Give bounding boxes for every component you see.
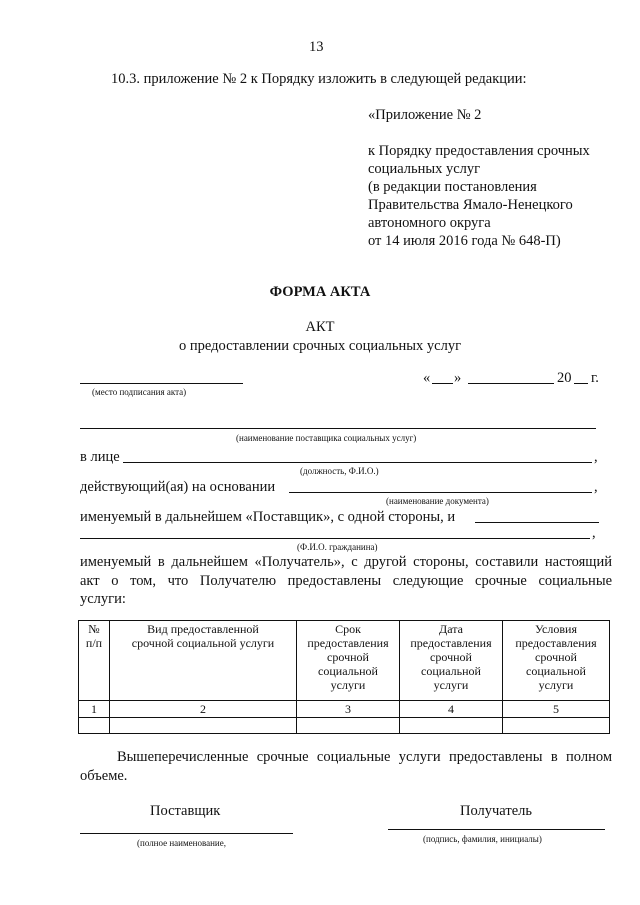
- date-quote-close: »: [454, 370, 462, 386]
- year-prefix: 20: [557, 370, 572, 386]
- appendix-title: «Приложение № 2: [368, 107, 482, 123]
- recipient-text-line: услуги:: [80, 591, 126, 607]
- place-line[interactable]: [80, 383, 243, 384]
- recipient-text-line: акт о том, что Получателю предоставлены следующие срочные социальные: [80, 573, 612, 589]
- in-person-label: в лице: [80, 449, 120, 465]
- recipient-signature-line[interactable]: [388, 829, 605, 830]
- header-conditions: Условия предоставления срочной социальной услуги: [503, 621, 610, 701]
- table-number-row: [79, 701, 610, 718]
- table-header-row: [79, 621, 610, 701]
- appendix-line: Правительства Ямало-Ненецкого: [368, 197, 573, 213]
- recipient-signature-caption: (подпись, фамилия, инициалы): [423, 834, 542, 844]
- table-cell[interactable]: [503, 718, 610, 734]
- appendix-line: от 14 июля 2016 года № 648-П): [368, 233, 561, 249]
- provider-name-line[interactable]: [80, 428, 596, 429]
- recipient-text-line: именуемый в дальнейшем «Получатель», с другой стороны, составили настоящий: [80, 554, 612, 570]
- table-cell: 5: [503, 701, 610, 718]
- document-line[interactable]: [289, 492, 592, 493]
- conclusion-line: Вышеперечисленные срочные социальные услуги предоставлены в полном: [117, 749, 612, 765]
- table-cell: 1: [79, 701, 110, 718]
- recipient-signature-label: Получатель: [460, 803, 532, 819]
- act-subtitle: о предоставлении срочных социальных услуг: [178, 338, 462, 354]
- table-cell[interactable]: [297, 718, 400, 734]
- appendix-line: к Порядку предоставления срочных: [368, 143, 590, 159]
- form-title: ФОРМА АКТА: [269, 284, 371, 300]
- act-title: АКТ: [305, 319, 335, 335]
- position-line[interactable]: [123, 462, 592, 463]
- table-cell[interactable]: [79, 718, 110, 734]
- acting-label: действующий(ая) на основании: [80, 479, 276, 495]
- document-caption: (наименование документа): [386, 496, 489, 506]
- appendix-line: автономного округа: [368, 215, 491, 231]
- party-line[interactable]: [475, 522, 599, 523]
- table-cell: 2: [110, 701, 297, 718]
- header-service-type: Вид предоставленной срочной социальной услуги: [110, 621, 297, 701]
- position-caption: (должность, Ф.И.О.): [300, 466, 379, 476]
- provider-statement: именуемый в дальнейшем «Поставщик», с одной стороны, и: [80, 509, 456, 525]
- date-quote-open: «: [423, 370, 431, 386]
- day-line[interactable]: [432, 383, 453, 384]
- citizen-line[interactable]: [80, 538, 590, 539]
- table-row: [79, 718, 610, 734]
- conclusion-line: объеме.: [80, 768, 128, 784]
- month-line[interactable]: [468, 383, 554, 384]
- table-cell: 3: [297, 701, 400, 718]
- appendix-line: социальных услуг: [368, 161, 481, 177]
- table-cell[interactable]: [110, 718, 297, 734]
- provider-signature-label: Поставщик: [150, 803, 221, 819]
- provider-signature-line[interactable]: [80, 833, 293, 834]
- header-term: Срок предоставления срочной социальной услуги: [297, 621, 400, 701]
- services-table: [78, 620, 610, 734]
- table-cell[interactable]: [400, 718, 503, 734]
- year-suffix: г.: [591, 370, 599, 386]
- place-caption: (место подписания акта): [92, 387, 187, 397]
- page-number: 13: [309, 39, 324, 55]
- clause-text: 10.3. приложение № 2 к Порядку изложить в следующей редакции:: [111, 71, 527, 87]
- provider-caption: (наименование поставщика социальных услуг): [236, 433, 417, 443]
- appendix-line: (в редакции постановления: [368, 179, 537, 195]
- table-cell: 4: [400, 701, 503, 718]
- provider-signature-caption: (полное наименование,: [137, 838, 226, 848]
- citizen-caption: (Ф.И.О. гражданина): [297, 542, 378, 552]
- year-line[interactable]: [574, 383, 588, 384]
- header-date: Дата предоставления срочной социальной услуги: [400, 621, 503, 701]
- header-number: № п/п: [79, 621, 110, 701]
